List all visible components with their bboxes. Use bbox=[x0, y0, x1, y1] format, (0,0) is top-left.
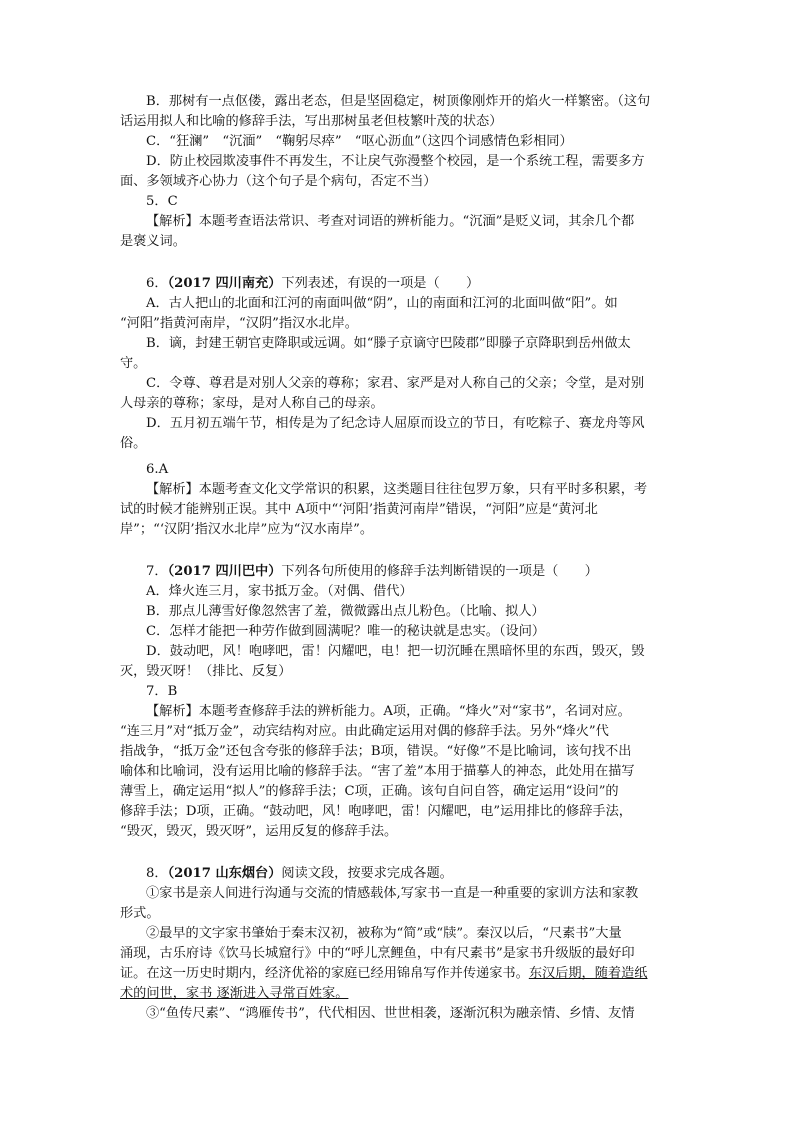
q7-option-d-line2: 灭，毁灭呀！（排比、反复） bbox=[120, 664, 292, 679]
q7-stem bbox=[120, 562, 676, 582]
q7-option-b: B．那点儿薄雪好像忽然害了羞，微微露出点儿粉色。（比喻、拟人） bbox=[146, 604, 545, 619]
q7-option-a: A．烽火连三月，家书抵万金。（对偶、借代） bbox=[146, 584, 413, 599]
q8-paragraph2-line4 bbox=[120, 984, 676, 1004]
q7-option-d-line1: D．鼓动吧，风！咆哮吧，雷！闪耀吧，电！把一切沉睡在黑暗怀里的东西，毁灭，毁 bbox=[146, 644, 645, 659]
q8-paragraph2-line3 bbox=[120, 964, 676, 984]
q7-analysis-line4: 喻体和比喻词，没有运用比喻的修辞手法。“害了羞”本用于描摹人的神态，此处用在描写 bbox=[120, 764, 635, 779]
q6-answer: 6.A bbox=[146, 462, 169, 477]
document-page bbox=[120, 92, 676, 1024]
q7-analysis-line7: “毁灭，毁灭，毁灭呀”，运用反复的修辞手法。 bbox=[120, 824, 398, 839]
q8-paragraph1-line2: 形式。 bbox=[120, 906, 160, 921]
q4-option-b-line1: B．那树有一点伛偻，露出老态，但是坚固稳定，树顶像刚炸开的焰火一样繁密。（这句 bbox=[146, 94, 651, 109]
q7-stem-text: 下列各句所使用的修辞手法判断错误的一项是（ ） bbox=[281, 564, 598, 579]
q4-option-c: C．“狂澜” “沉湎” “鞠躬尽瘁” “呕心沥血”（这四个词感情色彩相同） bbox=[146, 134, 573, 149]
q7-analysis-line5: 薄雪上，确定运用“拟人”的修辞手法；C项，正确。该句自问自答，确定运用“设问”的 bbox=[120, 784, 619, 799]
q8-stem-text: 阅读文段，按要求完成各题。 bbox=[281, 866, 453, 881]
q6-source: （2017 四川南充） bbox=[167, 276, 282, 291]
q7-analysis-line1: 【解析】本题考查修辞手法的辨析能力。A项，正确。“烽火”对“家书”，名词对应。 bbox=[146, 704, 631, 719]
q6-option-b-line2: 守。 bbox=[120, 356, 147, 371]
q6-number: 6． bbox=[146, 276, 168, 291]
q7-analysis-line3: 指战争，“抵万金”还包含夸张的修辞手法；B项，错误。“好像”不是比喻词，该句找不出 bbox=[120, 744, 632, 759]
q5-answer: 5．C bbox=[146, 194, 178, 209]
q6-option-a-line2: “河阳”指黄河南岸，“汉阴”指汉水北岸。 bbox=[120, 316, 358, 331]
q6-option-d-line1: D．五月初五端午节，相传是为了纪念诗人屈原而设立的节日，有吃粽子、赛龙舟等风 bbox=[146, 416, 645, 431]
q7-option-c: C．怎样才能把一种劳作做到圆满呢？唯一的秘诀就是忠实。（设问） bbox=[146, 624, 546, 639]
q6-option-c-line2: 人母亲的尊称；家母，是对人称自己的母亲。 bbox=[120, 396, 384, 411]
q8-underlined-sentence-part2: 术的问世，家书 逐渐进入寻常百姓家。 bbox=[120, 986, 349, 1001]
q4-option-d-line1: D．防止校园欺凌事件不再发生，不让戾气弥漫整个校园，是一个系统工程，需要多方 bbox=[146, 154, 645, 169]
q4-option-d-line2: 面、多领域齐心协力（这个句子是个病句，否定不当） bbox=[120, 174, 437, 189]
q6-option-d-line2: 俗。 bbox=[120, 436, 147, 451]
q4-option-b-line2: 话运用拟人和比喻的修辞手法，写出那树虽老但枝繁叶茂的状态） bbox=[120, 114, 503, 129]
q6-option-b-line1: B．谪，封建王朝官吏降职或远调。如“滕子京谪守巴陵郡”即滕子京降职到岳州做太 bbox=[146, 336, 631, 351]
q6-stem bbox=[120, 274, 676, 294]
q7-analysis-line2: “连三月”对“抵万金”，动宾结构对应。由此确定运用对偶的修辞手法。另外“烽火”代 bbox=[120, 724, 609, 739]
q8-underlined-sentence-part1: 东汉后期，随着造纸 bbox=[528, 966, 648, 981]
q6-analysis-line2: 试的时候才能辨别正误。其中 A项中“‘河阳’指黄河南岸”错误，“河阳”应是“黄河北 bbox=[120, 502, 598, 517]
q6-analysis-line1: 【解析】本题考查文化文学常识的积累，这类题目往往包罗万象，只有平时多积累，考 bbox=[146, 482, 648, 497]
q7-number: 7． bbox=[146, 564, 168, 579]
q6-analysis-line3: 岸”；“‘汉阴’指汉水北岸”应为“汉水南岸”。 bbox=[120, 522, 374, 537]
q7-analysis-line6: 修辞手法；D项，正确。“鼓动吧，风！咆哮吧，雷！闪耀吧，电”运用排比的修辞手法， bbox=[120, 804, 632, 819]
q8-paragraph2-line2: 涌现，古乐府诗《饮马长城窟行》中的“呼儿烹鲤鱼，中有尺素书”是家书升级版的最好印 bbox=[120, 946, 635, 961]
q8-paragraph3-line1: ③“鱼传尺素”、“鸿雁传书”，代代相因、世世相袭，逐渐沉积为融亲情、乡情、友情 bbox=[146, 1006, 635, 1021]
q7-source: （2017 四川巴中） bbox=[167, 564, 282, 579]
q7-answer: 7．B bbox=[146, 684, 178, 699]
q5-analysis-line1: 【解析】本题考查语法常识、考查对词语的辨析能力。“沉湎”是贬义词，其余几个都 bbox=[146, 214, 635, 229]
q8-source: （2017 山东烟台） bbox=[167, 866, 282, 881]
q6-stem-text: 下列表述，有误的一项是（ ） bbox=[281, 276, 480, 291]
q8-paragraph2-line3-text: 证。在这一历史时期内，经济优裕的家庭已经用锦帛写作并传递家书。 bbox=[120, 966, 529, 981]
q5-analysis-line2: 是褒义词。 bbox=[120, 234, 186, 249]
q8-paragraph1-line1: ①家书是亲人间进行沟通与交流的情感载体,写家书一直是一种重要的家训方法和家教 bbox=[146, 886, 639, 901]
q8-paragraph2-line1: ②最早的文字家书肇始于秦末汉初，被称为“简”或“牍”。秦汉以后，“尺素书”大量 bbox=[146, 926, 622, 941]
q6-option-a-line1: A．古人把山的北面和江河的南面叫做“阴”，山的南面和江河的北面叫做“阳”。如 bbox=[146, 296, 618, 311]
q8-stem bbox=[120, 864, 676, 884]
q8-number: 8． bbox=[146, 866, 168, 881]
q6-option-c-line1: C．令尊、尊君是对别人父亲的尊称；家君、家严是对人称自己的父亲；令堂，是对别 bbox=[146, 376, 645, 391]
